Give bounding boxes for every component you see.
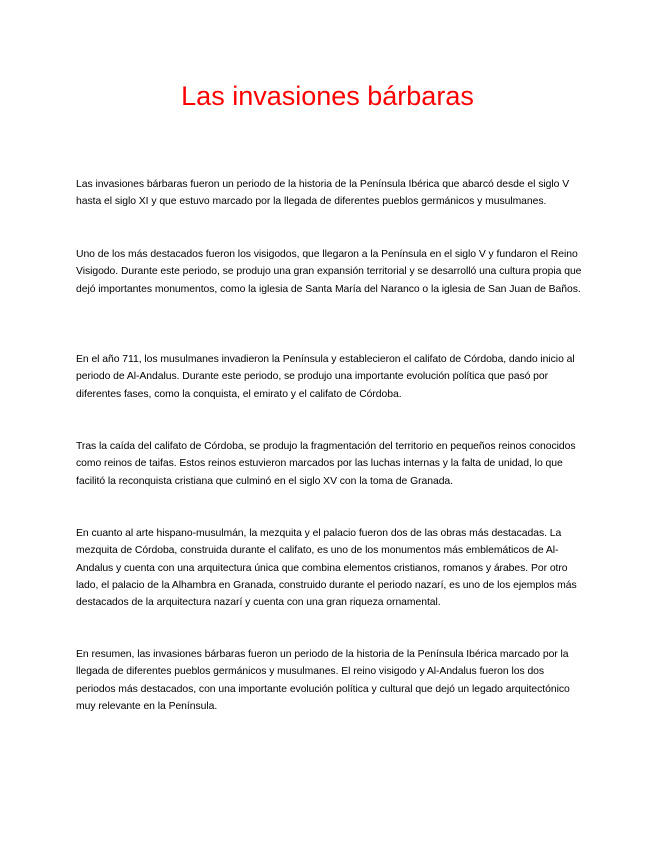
- paragraph-visigodos: Uno de los más destacados fueron los visigodos, que llegaron a la Península en el siglo V y fundaron el Reino Visigodo. Durante este periodo, se produjo una gran expansión territorial y se desarrolló una cultura propia que dejó importantes monumentos, como la iglesia de Santa María del Naranco o la iglesia de San Juan de Baños.: [76, 249, 582, 295]
- paragraph-resumen: En resumen, las invasiones bárbaras fueron un periodo de la historia de la Península Ibérica marcado por la llegada de diferentes pueblos germánicos y musulmanes. El reino visigodo y Al-Andalus fueron los dos periodos más destacados, con una importante evolución política y cultural que dejó un legado arquitectónico muy relevante en la Península.: [76, 649, 570, 712]
- paragraph-taifas: Tras la caída del califato de Córdoba, se produjo la fragmentación del territorio en pequeños reinos conocidos como reinos de taifas. Estos reinos estuvieron marcados por las luchas internas y la falta de unidad, lo que facilitó la reconquista cristiana que culminó en el siglo XV con la toma de Granada.: [76, 441, 576, 487]
- paragraph-arte-hispano-musulman: En cuanto al arte hispano-musulmán, la mezquita y el palacio fueron dos de las obras más destacadas. La mezquita de Córdoba, construida durante el califato, es uno de los monumentos más emblemáticos de Al-Andalus y cuenta con una arquitectura única que combina elementos cristianos, romanos y árabes. Por otro lado, el palacio de la Alhambra en Granada, construido durante el periodo nazarí, es uno de los ejemplos más destacados de la arquitectura nazarí y cuenta con una gran riqueza ornamental.: [76, 528, 577, 609]
- paragraph-al-andalus: En el año 711, los musulmanes invadieron la Península y establecieron el califato de Córdoba, dando inicio al periodo de Al-Andalus. Durante este periodo, se produjo una importante evolución política que pasó por diferentes fases, como la conquista, el emirato y el califato de Córdoba.: [76, 354, 575, 400]
- paragraph-intro: Las invasiones bárbaras fueron un periodo de la historia de la Península Ibérica que abarcó desde el siglo V hasta el siglo XI y que estuvo marcado por la llegada de diferentes pueblos germánicos y musulmanes.: [76, 179, 570, 208]
- document-title: Las invasiones bárbaras: [181, 81, 474, 111]
